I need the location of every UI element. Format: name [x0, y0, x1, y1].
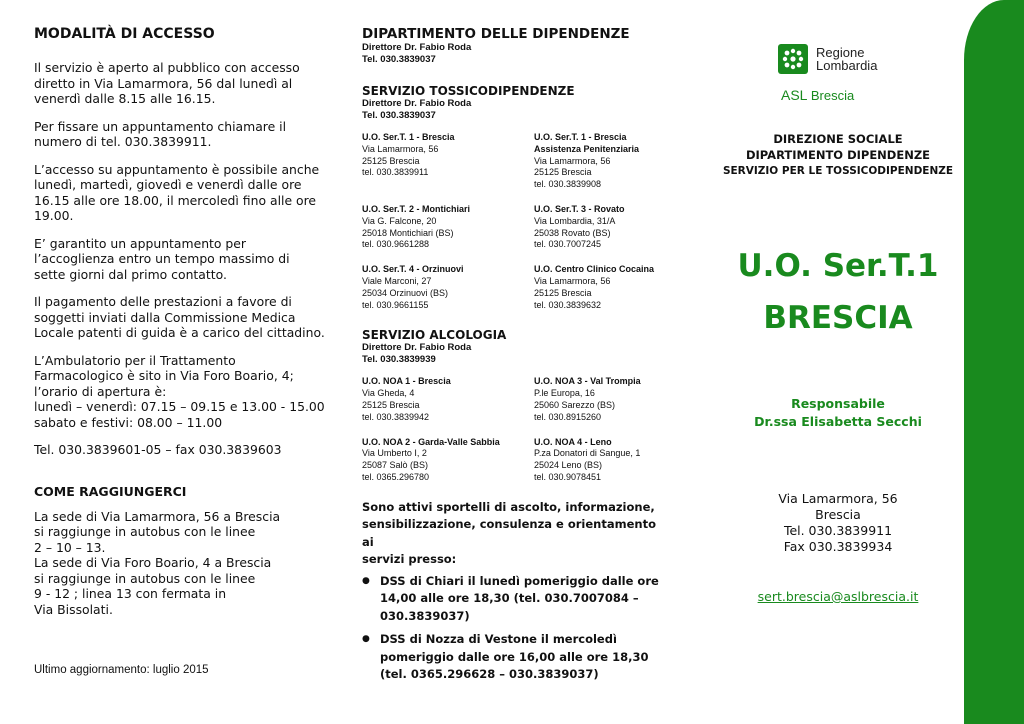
- unit-card: [534, 132, 674, 191]
- middle-column: [362, 26, 662, 690]
- direction-line: SERVIZIO PER LE TOSSICODIPENDENZE: [722, 165, 954, 177]
- responsible-label: Responsabile: [791, 396, 885, 411]
- unit-line: 25024 Leno (BS): [534, 460, 603, 471]
- text-line: ● DSS di Nozza di Vestone il mercoledì: [380, 632, 617, 647]
- rosa-camuna-icon: [778, 44, 808, 74]
- text-line: sensibilizzazione, consulenza e orientamento ai: [362, 517, 656, 549]
- unit-line: tel. 030.3839942: [362, 411, 430, 422]
- unit-line: Via G. Falcone, 20: [362, 215, 437, 226]
- alcohol-service-title: SERVIZIO ALCOLOGIA: [362, 328, 507, 343]
- unit-line: tel. 030.9078451: [534, 471, 602, 482]
- unit-card: [362, 437, 534, 484]
- text-line: 16.15 alle ore 18.00, il mercoledì fino alle ore: [34, 192, 317, 208]
- unit-line: tel. 030.3839911: [362, 167, 429, 178]
- text-line: l’orario di apertura è:: [34, 383, 167, 399]
- unit-line: P.le Europa, 16: [534, 388, 595, 399]
- text-line: La sede di Via Lamarmora, 56 a Brescia: [34, 508, 281, 524]
- unit-card: [534, 264, 674, 311]
- unit-name: U.O. NOA 1 - Brescia: [362, 376, 451, 387]
- text-line: si raggiunge in autobus con le linee: [34, 524, 256, 539]
- text-line: Il pagamento delle prestazioni a favore di: [34, 294, 292, 309]
- text-line: si raggiunge in autobus con le linee: [34, 570, 256, 586]
- text-line: ● DSS di Chiari il lunedì pomeriggio dalle ore: [380, 573, 659, 588]
- unit-card: [534, 437, 674, 484]
- unit-card: [362, 376, 534, 423]
- text-line: Via Bissolati.: [34, 601, 113, 617]
- unit-line: Via Gheda, 4: [362, 388, 415, 399]
- ambulatorio-phone: Tel. 030.3839601-05 – fax 030.3839603: [34, 442, 282, 457]
- unit-line: 25125 Brescia: [534, 167, 592, 178]
- alcohol-service-phone: Tel. 030.3839939: [362, 354, 436, 366]
- unit-line: 25125 Brescia: [362, 399, 420, 410]
- sportelli-list: [362, 573, 662, 684]
- text-line: l’accoglienza entro un tempo massimo di: [34, 251, 290, 266]
- unit-card: [534, 376, 674, 423]
- text-line: numero di tel. 030.3839911.: [34, 134, 212, 149]
- contact-address: [718, 491, 958, 555]
- text-line: soggetti inviati dalla Commissione Medica: [34, 309, 296, 325]
- text-line: Per fissare un appuntamento chiamare il: [34, 118, 287, 134]
- direction-block: [718, 131, 958, 179]
- text-line: diretto in Via Lamarmora, 56 dal lunedì al: [34, 75, 293, 91]
- unit-line: Via Lamarmora, 56: [534, 155, 611, 166]
- address-line: Brescia: [815, 507, 861, 522]
- logo-line: Lombardia: [816, 58, 878, 73]
- unit-line: Via Lamarmora, 56: [362, 143, 439, 154]
- unit-line: 25034 Orzinuovi (BS): [362, 287, 449, 298]
- list-item: [362, 573, 662, 626]
- text-line: 030.3839037): [380, 608, 470, 623]
- unit-line: 25087 Salò (BS): [362, 460, 429, 471]
- unit-card: [362, 204, 534, 251]
- text-line: Sono attivi sportelli di ascolto, informazione,: [362, 499, 655, 514]
- access-heading: MODALITÀ DI ACCESSO: [34, 26, 215, 42]
- unit-line: tel. 030.3839908: [534, 179, 602, 190]
- unit-line: tel. 030.9661288: [362, 239, 430, 250]
- unit-card: [362, 264, 534, 311]
- unit-name: U.O. NOA 3 - Val Trompia: [534, 376, 641, 387]
- logo-text: [816, 46, 877, 72]
- tox-units-grid: [362, 132, 662, 324]
- text-line: L’accesso su appuntamento è possibile anche: [34, 161, 320, 177]
- department-phone: Tel. 030.3839037: [362, 54, 436, 65]
- text-line: 2 – 10 – 13.: [34, 539, 106, 555]
- responsible-block: [718, 395, 958, 431]
- email-link[interactable]: sert.brescia@aslbrescia.it: [757, 589, 919, 604]
- unit-card: [534, 204, 674, 251]
- text-line: Il servizio è aperto al pubblico con accesso: [34, 60, 300, 75]
- alcohol-units-grid: [362, 376, 662, 496]
- unit-name: U.O. Ser.T. 2 - Montichiari: [362, 203, 471, 214]
- unit-line: 25125 Brescia: [362, 155, 420, 166]
- text-line: 9 - 12 ; linea 13 con fermata in: [34, 586, 227, 601]
- phone-line: Tel. 030.3839911: [783, 523, 893, 538]
- text-line: (tel. 0365.296628 – 030.3839037): [380, 667, 599, 682]
- text-line: 19.00.: [34, 208, 74, 223]
- directions-paragraph: [34, 509, 334, 618]
- list-item: [362, 631, 662, 684]
- unit-line: P.za Donatori di Sangue, 1: [534, 448, 641, 459]
- unit-name: U.O. Ser.T. 1 - Brescia: [362, 132, 455, 142]
- unit-name: U.O. Ser.T. 1 - Brescia: [534, 132, 627, 142]
- unit-line: tel. 0365.296780: [362, 471, 430, 482]
- unit-line: tel. 030.8915260: [534, 411, 602, 422]
- unit-title: U.O. Ser.T.1: [737, 248, 939, 284]
- unit-line: 25125 Brescia: [534, 287, 592, 298]
- right-column: [718, 44, 958, 604]
- text-line: servizi presso:: [362, 552, 457, 567]
- unit-line: Via Umberto I, 2: [362, 448, 427, 459]
- unit-line: 25060 Sarezzo (BS): [534, 399, 616, 410]
- text-line: sabato e festivi: 08.00 – 11.00: [34, 414, 223, 430]
- fax-line: Fax 030.3839934: [783, 539, 893, 554]
- text-line: sette giorni dal primo contatto.: [34, 266, 227, 282]
- city-title: BRESCIA: [763, 300, 913, 336]
- asl-text: ASL: [781, 87, 807, 103]
- department-title: DIPARTIMENTO DELLE DIPENDENZE: [362, 26, 630, 42]
- unit-line: tel. 030.3839632: [534, 299, 602, 310]
- unit-name: U.O. NOA 4 - Leno: [534, 436, 612, 447]
- unit-line: tel. 030.9661155: [362, 299, 429, 310]
- text-line: lunedì – venerdì: 07.15 – 09.15 e 13.00 - 15.00: [34, 399, 325, 414]
- unit-name: U.O. NOA 2 - Garda-Valle Sabbia: [362, 436, 500, 447]
- text-line: venerdì dalle 8.15 alle 16.15.: [34, 91, 216, 106]
- asl-brescia-logo: [781, 87, 958, 103]
- text-line: L’Ambulatorio per il Trattamento: [34, 352, 236, 368]
- tox-service-phone: Tel. 030.3839037: [362, 110, 436, 121]
- unit-line: Via Lamarmora, 56: [534, 275, 611, 286]
- access-paragraph-4: [34, 236, 334, 283]
- regione-lombardia-logo: [778, 44, 958, 74]
- unit-card: [362, 132, 534, 191]
- direction-line: DIPARTIMENTO DIPENDENZE: [745, 148, 931, 162]
- responsible-name: Dr.ssa Elisabetta Secchi: [754, 414, 922, 429]
- access-paragraph-1: [34, 60, 334, 107]
- unit-name: Assistenza Penitenziaria: [534, 143, 640, 154]
- department-director: Direttore Dr. Fabio Roda: [362, 42, 472, 53]
- unit-line: Via Lombardia, 31/A: [534, 215, 616, 226]
- tox-service-title: SERVIZIO TOSSICODIPENDENZE: [362, 84, 575, 98]
- asl-city: Brescia: [810, 88, 855, 103]
- text-line: La sede di Via Foro Boario, 4 a Brescia: [34, 555, 272, 570]
- unit-line: 25038 Rovato (BS): [534, 227, 611, 238]
- direction-line: DIREZIONE SOCIALE: [773, 132, 903, 146]
- unit-line: 25018 Montichiari (BS): [362, 227, 454, 238]
- access-paragraph-5: [34, 294, 334, 341]
- unit-name: U.O. Ser.T. 3 - Rovato: [534, 203, 625, 214]
- access-paragraph-2: [34, 119, 334, 150]
- ambulatorio-paragraph: [34, 353, 334, 431]
- alcohol-service-director: Direttore Dr. Fabio Roda: [362, 342, 472, 354]
- text-line: lunedì, martedì, giovedì e venerdì dalle ore: [34, 177, 302, 192]
- tox-service-director: Direttore Dr. Fabio Roda: [362, 98, 472, 109]
- address-line: Via Lamarmora, 56: [778, 491, 898, 506]
- last-update-note: Ultimo aggiornamento: luglio 2015: [34, 664, 209, 676]
- text-line: E’ garantito un appuntamento per: [34, 235, 247, 251]
- text-line: Locale patenti di guida è a carico del cittadino.: [34, 325, 325, 340]
- green-side-bar: [964, 0, 1024, 724]
- access-paragraph-3: [34, 162, 334, 224]
- sportelli-intro: [362, 499, 662, 569]
- text-line: 14,00 alle ore 18,30 (tel. 030.7007084 –: [380, 591, 639, 606]
- unit-line: tel. 030.7007245: [534, 239, 602, 250]
- unit-name: U.O. Centro Clinico Cocaina: [534, 264, 655, 275]
- text-line: pomeriggio dalle ore 16,00 alle ore 18,30: [380, 649, 649, 664]
- unit-line: Viale Marconi, 27: [362, 275, 432, 286]
- directions-heading: COME RAGGIUNGERCI: [34, 483, 187, 499]
- text-line: Farmacologico è sito in Via Foro Boario, 4;: [34, 368, 294, 383]
- unit-name: U.O. Ser.T. 4 - Orzinuovi: [362, 264, 464, 275]
- logo-line: Regione: [816, 45, 865, 60]
- left-column: [34, 26, 334, 629]
